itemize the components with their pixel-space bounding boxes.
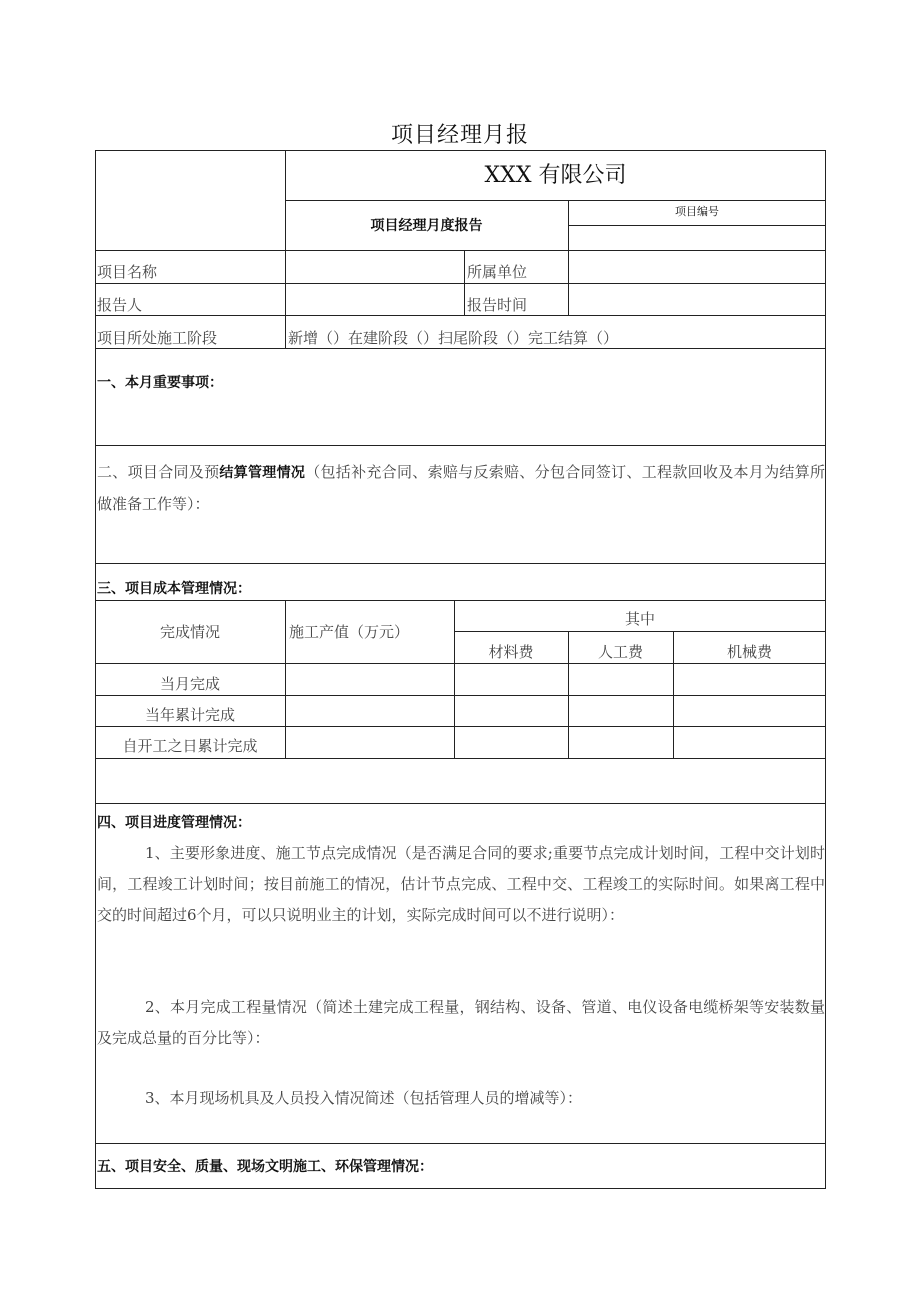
stage-options[interactable]: 新增（）在建阶段（）扫尾阶段（）完工结算（） [288, 329, 619, 347]
section-4-title: 四、项目进度管理情况： [97, 815, 251, 831]
rule [95, 695, 826, 696]
section-4-paragraph-2: 2、本月完成工程量情况（简述土建完成工程量，钢结构、设备、管道、电仪设备电缆桥架等安装数量及完成总量的百分比等）： [97, 998, 825, 1047]
reporter-label: 报告人 [97, 296, 143, 314]
rule [95, 758, 826, 759]
section-2-prefix: 二、项目合同及预 [97, 463, 220, 481]
rule [454, 631, 826, 632]
cost-row-label: 自开工之日累计完成 [122, 737, 258, 755]
section-2-text [97, 457, 825, 520]
cost-col-completion: 完成情况 [159, 623, 220, 641]
rule [95, 348, 826, 349]
cost-row-label: 当月完成 [159, 675, 220, 693]
rule [464, 250, 465, 315]
rule [285, 600, 286, 758]
cost-col-material: 材料费 [488, 643, 534, 661]
rule [568, 225, 826, 226]
rule [95, 445, 826, 446]
cost-col-labor: 人工费 [597, 643, 643, 661]
company-name: XXX 有限公司 [484, 163, 627, 188]
section-2-rest: （包括补充合同、索赔与反索赔、分包合同签订、工程款回收及本月为结算所做准备工作等）： [97, 463, 825, 513]
rule [285, 200, 826, 201]
report-name: 项目经理月度报告 [370, 218, 483, 234]
section-5-title: 五、项目安全、质量、现场文明施工、环保管理情况： [97, 1159, 433, 1175]
rule [95, 250, 826, 251]
rule [95, 663, 826, 664]
rule [95, 1143, 826, 1144]
section-4-paragraph-1: 1、主要形象进度、施工节点完成情况（是否满足合同的要求;重要节点完成计划时间，工程中交计划时间，工程竣工计划时间；按目前施工的情况，估计节点完成、工程中交、工程竣工的实际时间。如果离工程中交的时间超过6个月，可以只说明业主的计划，实际完成时间可以不进行说明）： [97, 844, 825, 924]
cost-col-of-which: 其中 [624, 610, 655, 628]
cost-col-machine: 机械费 [726, 643, 772, 661]
rule [95, 283, 826, 284]
stage-label: 项目所处施工阶段 [97, 329, 218, 347]
unit-label: 所属单位 [467, 263, 528, 281]
section-4-paragraph-3: 3、本月现场机具及人员投入情况简述（包括管理人员的增减等）： [145, 1089, 583, 1107]
rule [95, 726, 826, 727]
project-no-label: 项目编号 [675, 205, 719, 218]
document-title: 项目经理月报 [390, 123, 529, 148]
section-3-title: 三、项目成本管理情况： [97, 581, 251, 597]
rule [95, 563, 826, 564]
rule [95, 600, 826, 601]
section-2-bold: 结算管理情况 [219, 465, 306, 481]
rule [95, 315, 826, 316]
rule [95, 803, 826, 804]
section-1-title: 一、本月重要事项： [97, 375, 223, 391]
project-name-label: 项目名称 [97, 263, 158, 281]
report-time-label: 报告时间 [467, 296, 528, 314]
cost-col-output: 施工产值（万元） [289, 623, 410, 641]
cost-row-label: 当年累计完成 [144, 706, 235, 724]
rule [568, 250, 569, 315]
